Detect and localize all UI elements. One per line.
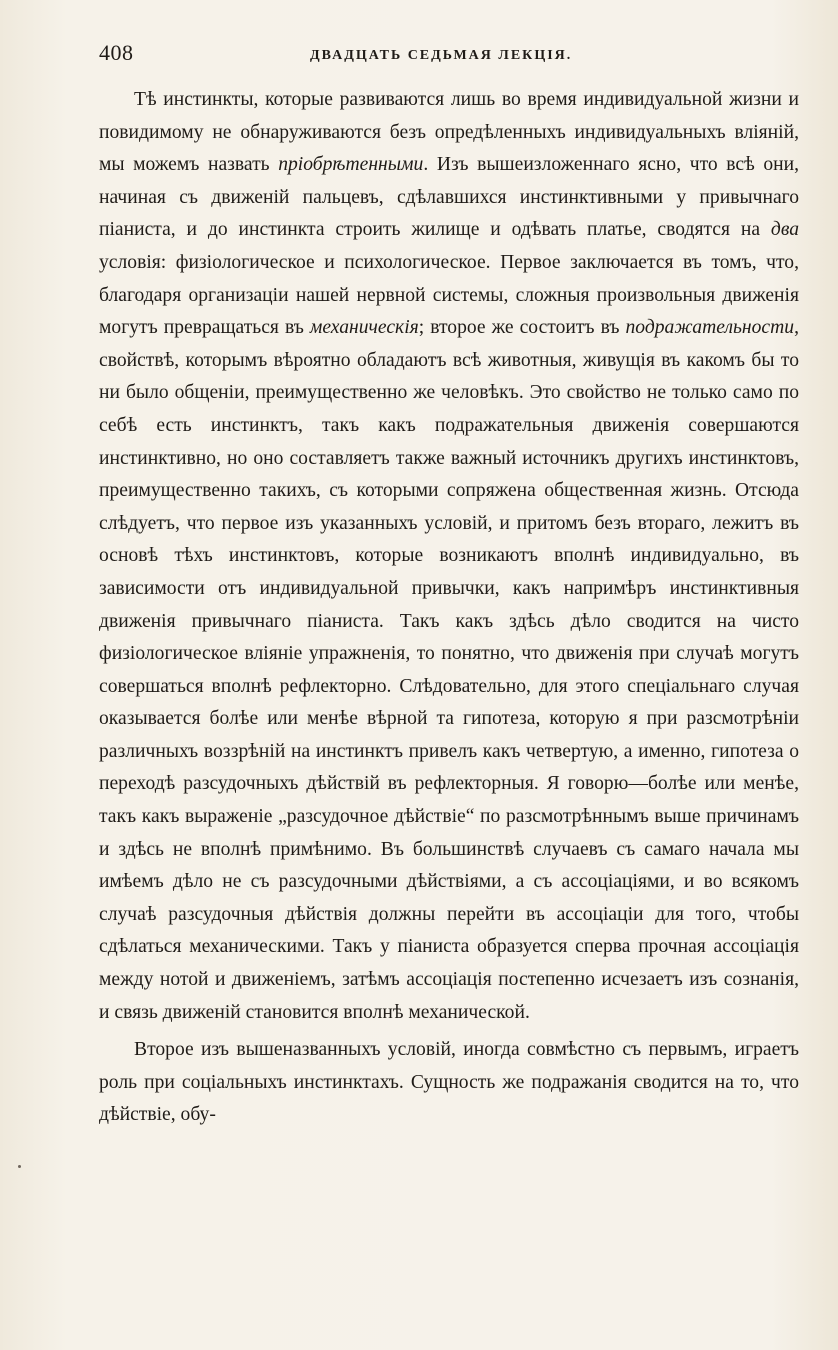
paragraph-1-italic-term-acquired: пріобрѣтенными: [278, 154, 424, 176]
paragraph-1-italic-term-imitativeness: подражательности: [625, 317, 795, 339]
page-speck: [18, 1165, 21, 1168]
page-header: [99, 40, 798, 70]
page-number: 408: [99, 40, 134, 65]
paragraph-1-segment-9: , свойствѣ, которымъ вѣроятно обладаютъ всѣ животныя, живущія въ какомъ бы то ни было общеніи, преимущественно же человѣкъ. Это свойство не только само по себѣ есть инстинктъ, такъ какъ подражательныя движенія совершаются инстинктивно, но оно составляетъ также важный источникъ другихъ инстинктовъ, преимущественно такихъ, съ которыми сопряжена общественная жизнь. Отсюда слѣдуетъ, что первое изъ указанныхъ условій, и притомъ безъ втораго, лежитъ въ основѣ тѣхъ инстинктовъ, которые возникаютъ вполнѣ индивидуально, въ зависимости отъ индивидуальной привычки, какъ напримѣръ инстинктивныя движенія привычнаго піаниста. Такъ какъ здѣсь дѣло сводится на чисто физіологическое вліяніе упражненія, то понятно, что движенія при случаѣ могутъ совершаться вполнѣ рефлекторно. Слѣдовательно, для этого спеціальнаго случая оказывается болѣе или менѣе вѣрной та гипотеза, которую я при разсмотрѣніи различныхъ воззрѣній на инстинктъ привелъ какъ четвертую, а именно, гипотеза о переходѣ разсудочныхъ дѣйствій въ рефлекторныя. Я говорю—болѣе или менѣе, такъ какъ выраженіе „разсудочное дѣйствіе“ по разсмотрѣннымъ выше причинамъ и здѣсь не вполнѣ примѣнимо. Въ большинствѣ случаевъ съ самаго начала мы имѣемъ дѣло не съ разсудочными дѣйствіями, а съ ассоціаціями, и во всякомъ случаѣ разсудочныя дѣйствія должны перейти въ ассоціаціи для того, чтобы сдѣлаться механическими. Такъ у піаниста образуется сперва прочная ассоціація между нотой и движеніемъ, затѣмъ ассоціація постепенно исчезаетъ изъ сознанія, и связь движеній становится вполнѣ механической.: [99, 317, 799, 1023]
paragraph-1-italic-term-mechanical: механическія: [309, 317, 419, 339]
paragraph-1-segment-3: . Изъ вышеизложеннаго ясно, что всѣ они, начиная съ движеній пальцевъ, сдѣлавшихся инстинктивными у привычнаго піаниста, и до инстинкта строить жилище и одѣвать платье, сводятся на: [99, 154, 800, 241]
paragraph-2: [99, 1034, 799, 1132]
running-head: ДВАДЦАТЬ СЕДЬМАЯ ЛЕКЦІЯ.: [310, 48, 573, 63]
paragraph-2-text: Второе изъ вышеназванныхъ условій, иногда совмѣстно съ первымъ, играетъ роль при соціальныхъ инстинктахъ. Сущность же подражанія сводится на то, что дѣйствіе, обу-: [99, 1039, 799, 1126]
page-body: [99, 84, 799, 1132]
paragraph-1-segment-1: Тѣ инстинкты, которые развиваются лишь во время индивидуальной жизни и повидимому не обнаруживаются безъ опредѣленныхъ индивидуальныхъ вліяній, мы можемъ назвать: [99, 89, 799, 176]
paragraph-1: [99, 84, 799, 1029]
paragraph-1-segment-5: условія: физіологическое и психологическое. Первое заключается въ томъ, что, благодаря организаціи нашей нервной системы, сложныя произвольныя движенія могутъ превращаться въ: [99, 251, 799, 339]
paragraph-1-segment-7: ; второе же состоитъ въ: [418, 317, 626, 339]
paragraph-1-italic-term-two: два: [770, 219, 799, 241]
